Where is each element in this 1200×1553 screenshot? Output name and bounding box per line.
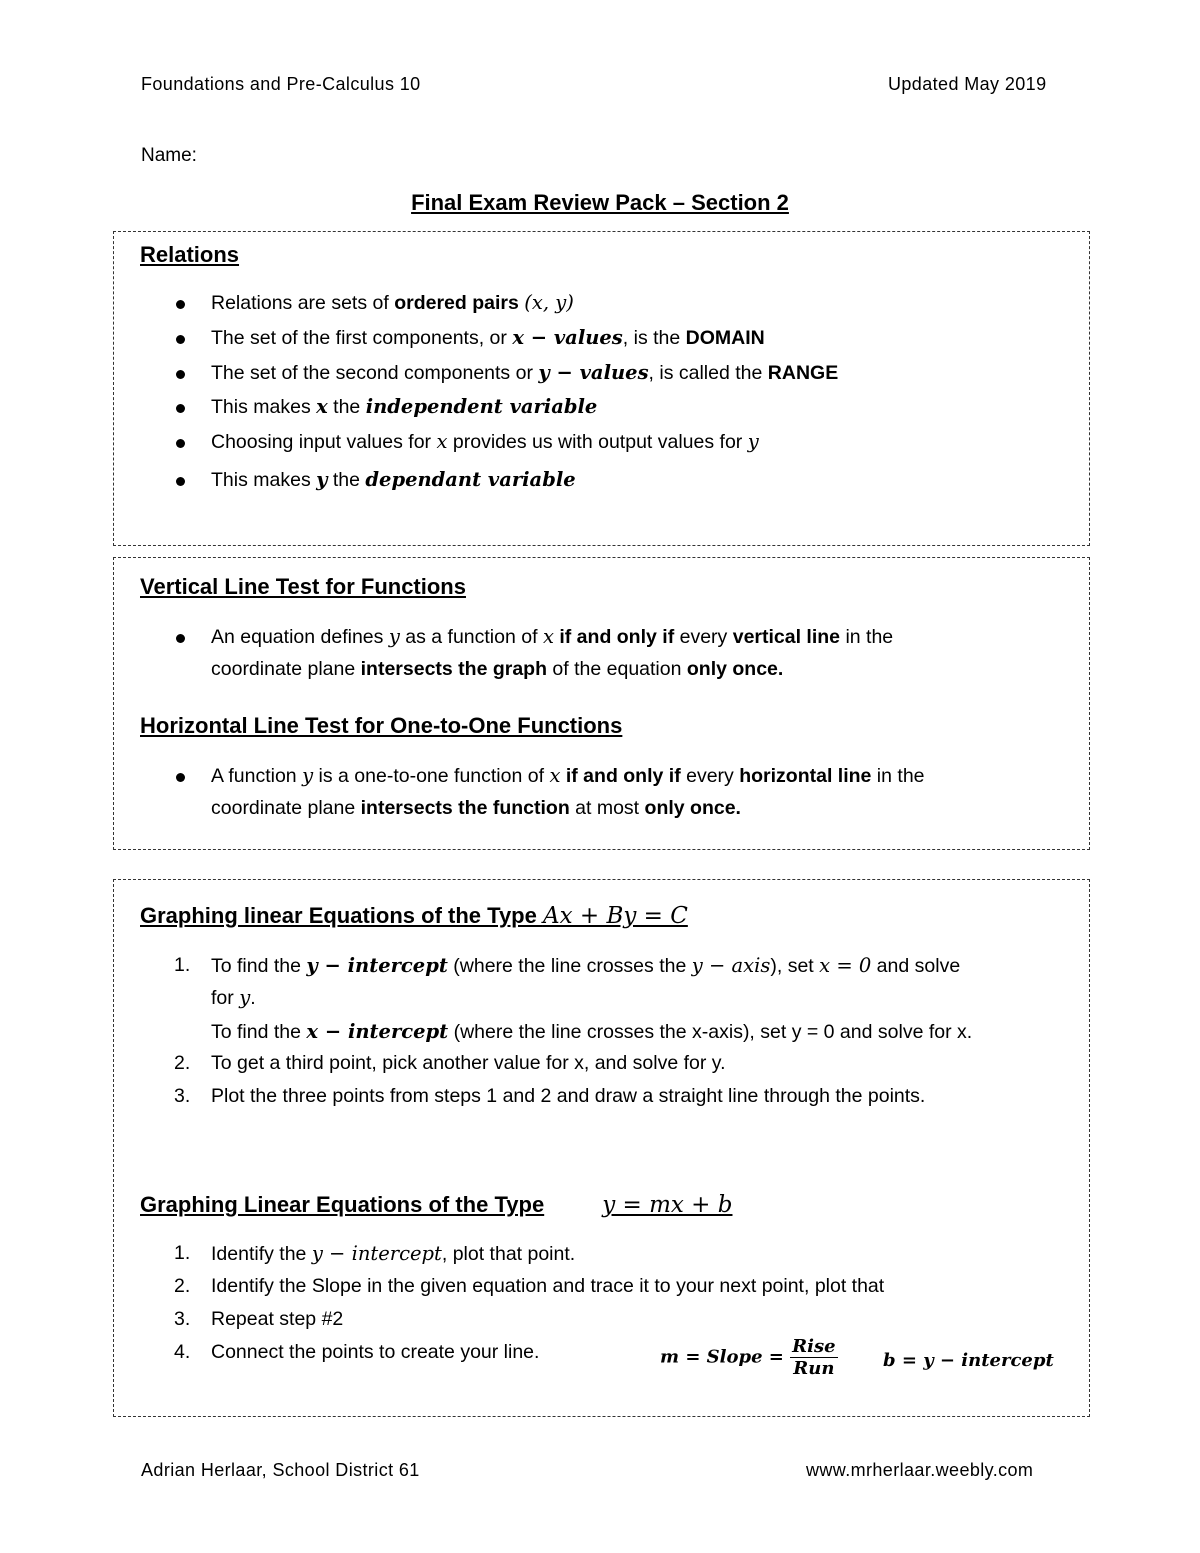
rise-over-run-fraction: $\frac{\text{Rise}}{\text{Run}}$	[792, 1336, 836, 1379]
hlt-line-2: coordinate plane intersects the function at most only once.	[211, 797, 741, 819]
step-number: 2.	[174, 1052, 191, 1074]
graph-abc-step-1c: To find the x − intercept (where the line crosses the x-axis), set y = 0 and solve for x.	[211, 1020, 973, 1043]
graph-mb-step-3: Repeat step #2	[211, 1308, 344, 1330]
name-label: Name:	[141, 145, 197, 166]
bullet-icon	[176, 404, 185, 413]
bullet-icon	[176, 773, 185, 782]
relations-item-1: Relations are sets of ordered pairs (x, y)	[211, 291, 574, 314]
relations-item-3: The set of the second components or y − values, is called the RANGE	[211, 361, 839, 384]
header-updated: Updated May 2019	[888, 74, 1047, 94]
graph-abc-heading: Graphing linear Equations of the Type Ax + By = C	[140, 903, 688, 929]
footer-author: Adrian Herlaar, School District 61	[141, 1460, 420, 1480]
relations-heading: Relations	[140, 242, 240, 267]
page-title: Final Exam Review Pack – Section 2	[411, 190, 789, 215]
graph-abc-step-1b: for y.	[211, 986, 256, 1009]
bullet-icon	[176, 370, 185, 379]
relations-item-6: This makes y the dependant variable	[211, 468, 576, 491]
step-number: 3.	[174, 1085, 191, 1107]
bullet-icon	[176, 477, 185, 486]
step-number: 2.	[174, 1275, 191, 1297]
graph-mb-step-1: Identify the y − intercept, plot that point.	[211, 1242, 576, 1265]
vlt-heading: Vertical Line Test for Functions	[140, 574, 466, 599]
relations-item-2: The set of the first components, or x − values, is the DOMAIN	[211, 326, 765, 349]
hlt-heading: Horizontal Line Test for One-to-One Functions	[140, 713, 623, 738]
vlt-line-2: coordinate plane intersects the graph of the equation only once.	[211, 658, 784, 680]
step-number: 1.	[174, 1242, 191, 1264]
hlt-line-1: A function y is a one-to-one function of x if and only if every horizontal line in the	[211, 764, 925, 787]
step-number: 3.	[174, 1308, 191, 1330]
relations-item-4: This makes x the independent variable	[211, 395, 598, 418]
footer-website[interactable]: www.mrherlaar.weebly.com	[806, 1460, 1034, 1480]
graph-mb-heading: Graphing Linear Equations of the Type y = mx + b	[140, 1192, 733, 1218]
bullet-icon	[176, 335, 185, 344]
vlt-line-1: An equation defines y as a function of x if and only if every vertical line in the	[211, 625, 894, 648]
relations-box	[113, 231, 1090, 546]
graph-abc-step-2: To get a third point, pick another value for x, and solve for y.	[211, 1052, 726, 1074]
graph-mb-step-4: Connect the points to create your line.	[211, 1341, 540, 1363]
intercept-formula: b = y − intercept	[883, 1350, 1054, 1371]
graph-abc-step-3: Plot the three points from steps 1 and 2 and draw a straight line through the points.	[211, 1085, 926, 1107]
bullet-icon	[176, 439, 185, 448]
graph-mb-step-2: Identify the Slope in the given equation and trace it to your next point, plot that	[211, 1275, 885, 1297]
bullet-icon	[176, 634, 185, 643]
slope-formula: m = Slope = $\frac{\text{Rise}}{\text{Run}}$	[660, 1336, 836, 1379]
relations-item-5: Choosing input values for x provides us with output values for y	[211, 430, 759, 453]
bullet-icon	[176, 300, 185, 309]
header-course: Foundations and Pre-Calculus 10	[141, 74, 421, 94]
step-number: 4.	[174, 1341, 191, 1363]
graph-abc-step-1a: To find the y − intercept (where the line crosses the y − axis), set x = 0 and solve	[211, 954, 961, 977]
step-number: 1.	[174, 954, 191, 976]
